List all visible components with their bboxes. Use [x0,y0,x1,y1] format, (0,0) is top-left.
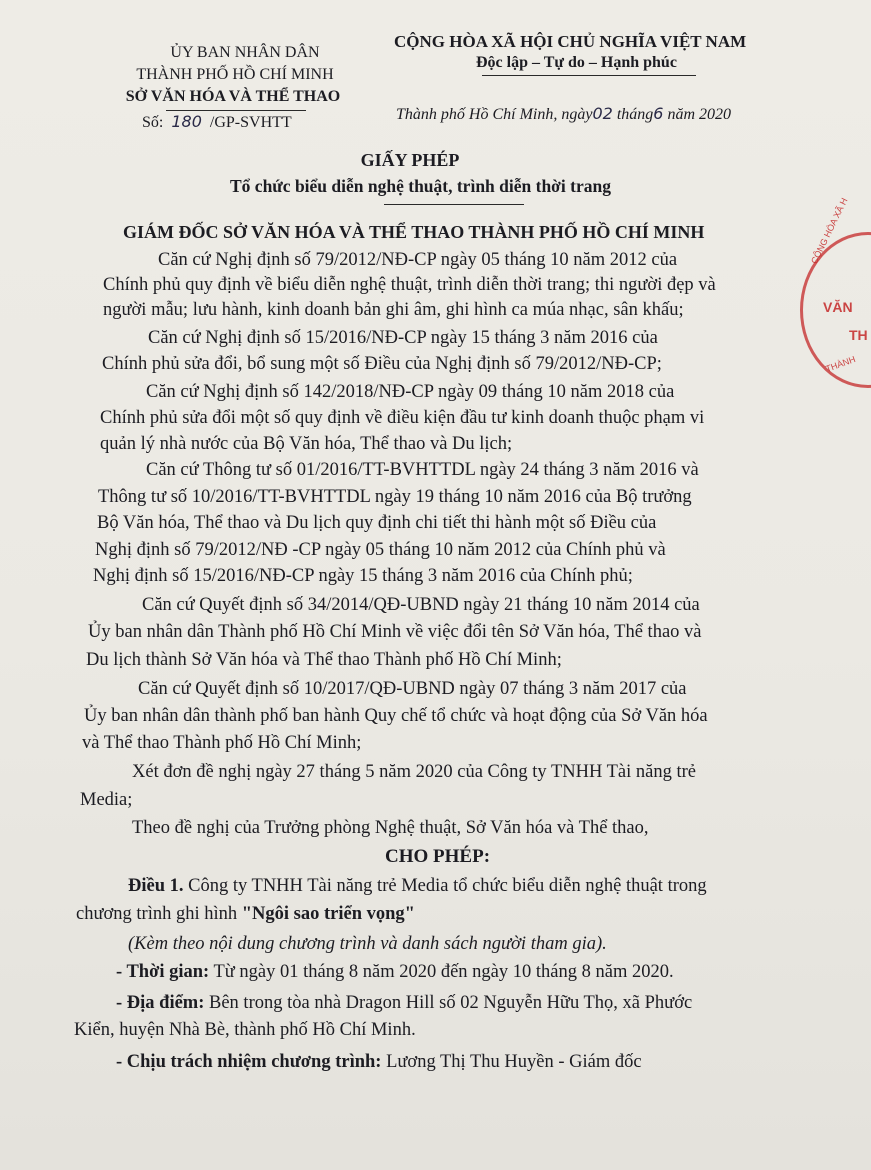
document-title: GIẤY PHÉP [360,150,460,170]
responsible-label: - Chịu trách nhiệm chương trình: [116,1052,382,1072]
body-line: Căn cứ Quyết định số 10/2017/QĐ-UBND ngày 07 tháng 3 năm 2017 của [138,679,687,699]
body-line: Chính phủ sửa đổi, bổ sung một số Điều của Nghị định số 79/2012/NĐ-CP; [102,354,662,374]
document-subtitle: Tổ chức biểu diễn nghệ thuật, trình diễn thời trang [230,176,611,196]
article-1-line [128,876,707,897]
program-prefix: chương trình ghi hình [76,904,242,924]
header-left-rule [166,110,306,111]
body-line: Nghị định số 79/2012/NĐ -CP ngày 05 tháng 10 năm 2012 của Chính phủ và [95,540,666,560]
org-line-1: ỦY BAN NHÂN DÂN [170,44,320,61]
nation-title: CỘNG HÒA XÃ HỘI CHỦ NGHĨA VIỆT NAM [394,32,747,51]
body-line: Chính phủ sửa đổi một số quy định về điều kiện đầu tư kinh doanh thuộc phạm vi [100,408,705,428]
org-line-3: SỞ VĂN HÓA VÀ THỂ THAO [125,88,341,105]
date-year: năm 2020 [667,106,732,123]
decision-heading: CHO PHÉP: [385,846,491,867]
number-suffix: /GP-SVHTT [209,114,292,131]
place-line-cont: Kiển, huyện Nhà Bè, thành phố Hồ Chí Minh. [74,1020,416,1040]
body-line: Căn cứ Quyết định số 34/2014/QĐ-UBND ngày 21 tháng 10 năm 2014 của [142,595,700,615]
body-line: người mẫu; lưu hành, kinh doanh bản ghi âm, ghi hình ca múa nhạc, sân khấu; [103,300,684,320]
number-value-handwritten: 180 [171,112,202,131]
seal-center-line2: TH [849,327,868,343]
responsible-value: Lương Thị Thu Huyền - Giám đốc [381,1052,642,1072]
place-value: Bên trong tòa nhà Dragon Hill số 02 Nguyễn Hữu Thọ, xã Phước [204,993,693,1013]
body-line: Chính phủ quy định về biểu diễn nghệ thuật, trình diễn thời trang; thi người đẹp và [103,275,716,295]
body-line: Căn cứ Nghị định số 15/2016/NĐ-CP ngày 15 tháng 3 năm 2016 của [148,328,658,348]
seal-bottom-text: THÀNH [824,354,857,374]
official-seal [800,196,871,388]
body-line: Thông tư số 10/2016/TT-BVHTTDL ngày 19 tháng 10 năm 2016 của Bộ trưởng [98,487,692,507]
org-line-2: THÀNH PHỐ HỒ CHÍ MINH [136,66,334,83]
article-text: Công ty TNHH Tài năng trẻ Media tổ chức biểu diễn nghệ thuật trong [183,876,707,896]
date-prefix: Thành phố Hồ Chí Minh, ngày [396,106,593,123]
authority-heading: GIÁM ĐỐC SỞ VĂN HÓA VÀ THỂ THAO THÀNH PHỐ HỒ CHÍ MINH [123,222,705,242]
issue-date [396,104,731,124]
motto: Độc lập – Tự do – Hạnh phúc [476,54,677,71]
body-line: Media; [80,790,133,810]
date-month-handwritten: 6 [653,104,664,123]
header-right-rule [482,75,696,76]
body-line: Căn cứ Nghị định số 79/2012/NĐ-CP ngày 05 tháng 10 năm 2012 của [158,250,678,270]
body-line: Nghị định số 15/2016/NĐ-CP ngày 15 tháng 3 năm 2016 của Chính phủ; [93,566,633,586]
number-prefix: Số: [142,114,164,131]
time-label: - Thời gian: [116,962,210,982]
place-label: - Địa điểm: [116,993,205,1013]
title-rule [384,204,524,205]
seal-arc-text: CỘNG HÒA XÃ H [809,196,850,266]
seal-center-line1: VĂN [823,299,853,315]
body-line: và Thể thao Thành phố Hồ Chí Minh; [82,733,362,753]
body-line: Theo đề nghị của Trưởng phòng Nghệ thuật, Sở Văn hóa và Thể thao, [132,818,649,838]
program-line [76,904,415,925]
document-number [142,112,292,132]
time-line [116,962,674,983]
body-line: Xét đơn đề nghị ngày 27 tháng 5 năm 2020 của Công ty TNHH Tài năng trẻ [132,762,696,782]
place-line [116,993,692,1014]
attachment-note: (Kèm theo nội dung chương trình và danh sách người tham gia). [128,934,607,954]
time-value: Từ ngày 01 tháng 8 năm 2020 đến ngày 10 tháng 8 năm 2020. [209,962,674,982]
body-line: Căn cứ Thông tư số 01/2016/TT-BVHTTDL ngày 24 tháng 3 năm 2016 và [146,460,699,480]
date-day-handwritten: 02 [592,104,613,123]
body-line: Ủy ban nhân dân Thành phố Hồ Chí Minh về việc đổi tên Sở Văn hóa, Thể thao và [88,622,702,642]
body-line: Bộ Văn hóa, Thể thao và Du lịch quy định chi tiết thi hành một số Điều của [97,513,657,533]
article-label: Điều 1. [128,876,184,896]
body-line: quản lý nhà nước của Bộ Văn hóa, Thể thao và Du lịch; [100,434,513,454]
program-name: "Ngôi sao triển vọng" [241,904,415,924]
date-month-label: tháng [616,106,654,123]
body-line: Căn cứ Nghị định số 142/2018/NĐ-CP ngày 09 tháng 10 năm 2018 của [146,382,675,402]
body-line: Du lịch thành Sở Văn hóa và Thể thao Thành phố Hồ Chí Minh; [86,650,562,670]
responsible-line [116,1052,642,1073]
body-line: Ủy ban nhân dân thành phố ban hành Quy chế tổ chức và hoạt động của Sở Văn hóa [84,706,708,726]
